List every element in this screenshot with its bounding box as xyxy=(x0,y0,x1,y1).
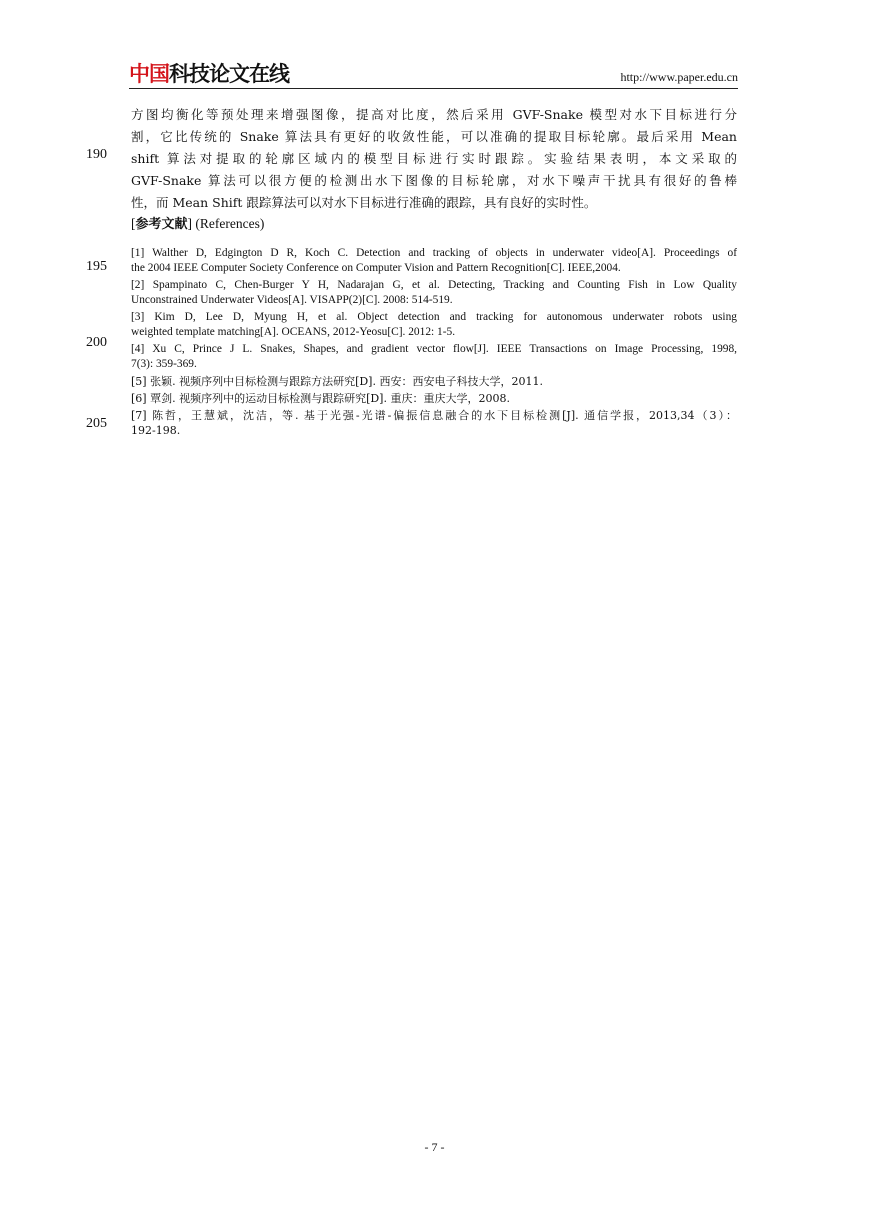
page-header xyxy=(129,58,738,88)
reference-line: [1] Walther D, Edgington D R, Koch C. Detection and tracking of objects in underwater video[A]. Proceedings of xyxy=(131,247,737,259)
paragraph-line: GVF-Snake 算法可以很方便的检测出水下图像的目标轮廓，对水下噪声干扰具有很好的鲁棒 xyxy=(131,173,737,188)
reference-item xyxy=(131,374,737,389)
references-heading-open: [ xyxy=(131,216,136,231)
header-url: http://www.paper.edu.cn xyxy=(620,70,738,84)
body-paragraph xyxy=(131,104,737,214)
reference-item xyxy=(131,342,737,372)
references-list xyxy=(131,246,737,440)
reference-item xyxy=(131,391,737,406)
paragraph-line: 割，它比传统的 Snake 算法具有更好的收敛性能，可以准确的提取目标轮廓。最后采用 Mean xyxy=(131,129,737,144)
reference-line: [4] Xu C, Prince J L. Snakes, Shapes, and gradient vector flow[J]. IEEE Transactions on Image Processing, 1998, xyxy=(131,343,737,355)
references-heading xyxy=(131,213,264,232)
line-number: 200 xyxy=(86,335,107,350)
line-number: 205 xyxy=(86,416,107,431)
reference-line: [7] 陈哲，王慧斌，沈洁，等. 基于光强-光谱-偏振信息融合的水下目标检测[J]. 通信学报，2013,34（3）： xyxy=(131,409,737,422)
line-number: 195 xyxy=(86,259,107,274)
reference-item xyxy=(131,310,737,340)
reference-line: 192-198. xyxy=(131,424,181,437)
paragraph-line: shift 算法对提取的轮廓区域内的模型目标进行实时跟踪。实验结果表明，本文采取的 xyxy=(131,151,737,166)
reference-line: the 2004 IEEE Computer Society Conference on Computer Vision and Pattern Recognition[C]. IEEE,2004. xyxy=(131,262,621,274)
logo-red-text: 中国 xyxy=(129,62,169,86)
reference-line: [6] 覃剑. 视频序列中的运动目标检测与跟踪研究[D]. 重庆：重庆大学，2008. xyxy=(131,392,510,405)
journal-logo xyxy=(129,62,289,86)
reference-item xyxy=(131,246,737,276)
page-number: - 7 - xyxy=(424,1140,445,1154)
line-number: 190 xyxy=(86,147,107,162)
reference-line: weighted template matching[A]. OCEANS, 2012-Yeosu[C]. 2012: 1-5. xyxy=(131,326,456,338)
reference-line: [5] 张颖. 视频序列中目标检测与跟踪方法研究[D]. 西安：西安电子科技大学，2011. xyxy=(131,375,543,388)
header-divider xyxy=(129,88,738,89)
reference-line: Unconstrained Underwater Videos[A]. VISAPP(2)[C]. 2008: 514-519. xyxy=(131,294,453,306)
paragraph-line: 性，而 Mean Shift 跟踪算法可以对水下目标进行准确的跟踪，具有良好的实时性。 xyxy=(131,195,597,210)
reference-line: 7(3): 359-369. xyxy=(131,358,197,370)
reference-line: [3] Kim D, Lee D, Myung H, et al. Object detection and tracking for autonomous underwater robots using xyxy=(131,311,737,323)
reference-item xyxy=(131,408,737,438)
reference-item xyxy=(131,278,737,308)
references-heading-zh: 参考文献 xyxy=(135,217,188,232)
reference-line: [2] Spampinato C, Chen-Burger Y H, Nadarajan G, et al. Detecting, Tracking and Counting Fish in Low Quality xyxy=(131,279,737,291)
logo-black-text: 科技论文在线 xyxy=(169,62,289,86)
references-heading-close: ] (References) xyxy=(187,216,265,231)
paragraph-line: 方图均衡化等预处理来增强图像，提高对比度，然后采用 GVF-Snake 模型对水下目标进行分 xyxy=(131,107,737,122)
